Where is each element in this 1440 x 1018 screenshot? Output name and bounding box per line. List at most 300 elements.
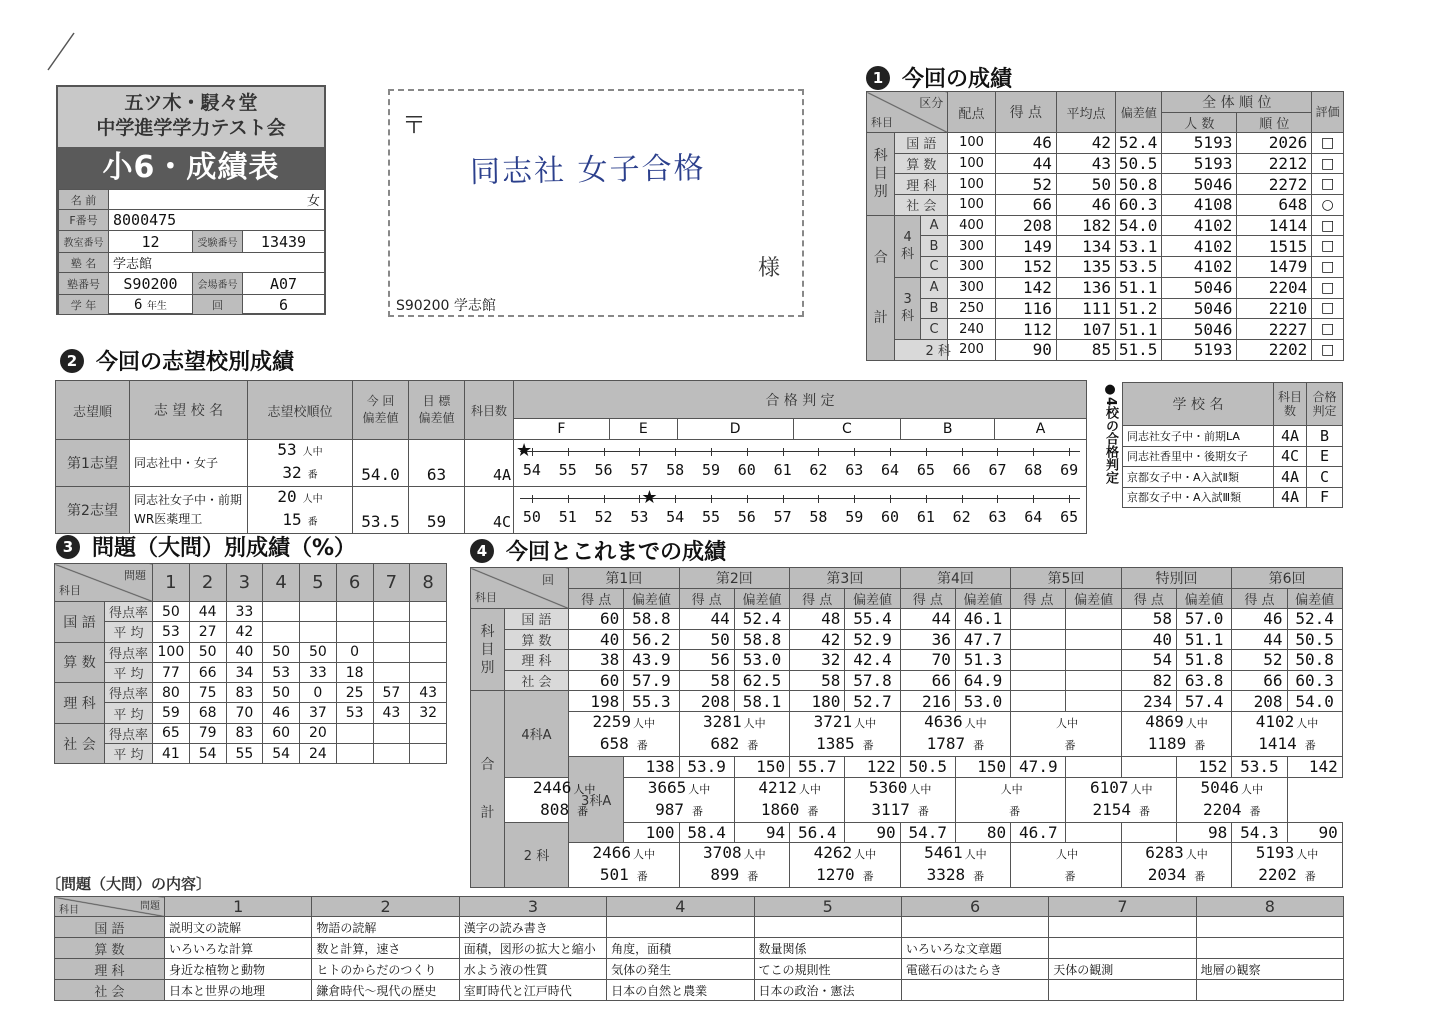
s1-hyoka-cell: ○ xyxy=(1312,195,1344,216)
s2-scale-label: 50 xyxy=(522,508,541,526)
s3-col-3: 3 xyxy=(226,564,263,602)
s4-total-tokuten: 150 xyxy=(955,756,1010,777)
postal-mark: 〒 xyxy=(402,111,426,139)
history-results-table xyxy=(470,567,1343,888)
s5-col-2: 2 xyxy=(312,897,459,917)
section3-heading: 問題（大問）別成績（%） xyxy=(92,536,357,561)
s3-cell: 53 xyxy=(336,703,373,723)
s4-rank-n-line xyxy=(680,712,790,734)
s1-hensachi-cell: 60.3 xyxy=(1116,195,1162,216)
s4-tokuten: 52 xyxy=(1232,650,1287,671)
s3-cell xyxy=(373,642,410,662)
s4-rank-n-unit: 人中 xyxy=(854,848,877,862)
s1-haiten-cell: 100 xyxy=(948,195,995,216)
s4-rank-n-unit: 人中 xyxy=(743,848,766,862)
s4-rank-r-line xyxy=(680,734,790,756)
s3-cell: 41 xyxy=(153,744,190,764)
s1-haiten-cell: 240 xyxy=(948,319,995,340)
s4-rank-r-unit: 番 xyxy=(1304,738,1316,752)
s4-rank-n: 3708 xyxy=(703,843,742,863)
s2-scale-label: 55 xyxy=(701,508,720,526)
s4-tokuten: 82 xyxy=(1121,670,1176,691)
s2-rank-r-line xyxy=(248,463,352,486)
s2-target-header-1: 目 標 xyxy=(422,394,451,408)
s3-kind: 得点率 xyxy=(105,723,153,743)
s1-haiten-cell: 100 xyxy=(948,174,995,195)
s2-scale-label: 66 xyxy=(952,461,971,479)
s4-total-hensa xyxy=(1066,691,1121,712)
s1-hensachi-cell: 53.5 xyxy=(1116,257,1162,278)
s1-tokuten-cell: 44 xyxy=(995,153,1056,174)
s4-rank-r-unit: 番 xyxy=(636,870,648,884)
s5-content: 日本の政治・憲法 xyxy=(754,980,901,1001)
s3-cell: 50 xyxy=(153,602,190,622)
s3-cell: 54 xyxy=(189,744,226,764)
s1-hyoka-cell: □ xyxy=(1312,257,1344,278)
s4-tokuten: 32 xyxy=(790,650,845,671)
s2-grade-row xyxy=(514,419,1087,440)
s4-rank-n: 3721 xyxy=(813,711,853,731)
s1-hyoka-cell: □ xyxy=(1312,215,1344,236)
s4-hensa xyxy=(1066,650,1121,671)
s3-kind: 得点率 xyxy=(105,602,153,622)
s4-rank-cell xyxy=(1011,711,1122,756)
s4-tokuten: 48 xyxy=(790,609,845,630)
s1-subject-name: C xyxy=(920,319,947,340)
s2-scale-tick xyxy=(890,495,891,503)
s1-tokuten-cell: 142 xyxy=(995,277,1056,298)
s4-subject-row xyxy=(471,670,1343,691)
four-school-side-text: 4校の合格判定 xyxy=(1103,397,1118,485)
name-label: 名 前 xyxy=(59,190,109,210)
s3-cell: 54 xyxy=(263,744,300,764)
s3-cell: 57 xyxy=(373,683,410,703)
s2-scale-label: 62 xyxy=(809,461,828,479)
s4-rank-n-line xyxy=(1066,778,1176,800)
s4-tokuten: 44 xyxy=(900,609,955,630)
s1-subject-name: B xyxy=(920,236,947,257)
s4-tokuten: 50 xyxy=(679,629,734,650)
s4-rank-r-line xyxy=(1232,865,1342,887)
s3-cell xyxy=(336,622,373,642)
s4-rank-n-unit: 人中 xyxy=(909,782,932,796)
exam-label: 受験番号 xyxy=(193,231,243,253)
fno-label: F番号 xyxy=(59,210,109,231)
s5-content xyxy=(1196,917,1343,938)
s2-order: 第2志望 xyxy=(56,487,130,534)
s1-tokuten-cell: 208 xyxy=(995,215,1056,236)
s4-rank-n-line xyxy=(1177,778,1287,800)
s2b-subj: 4A xyxy=(1274,487,1307,508)
juku-label: 塾 名 xyxy=(59,253,109,273)
s2-scale-label: 52 xyxy=(594,508,613,526)
s2-hensa-header-1: 今 回 xyxy=(366,394,395,408)
s4-rank-r-line xyxy=(569,865,679,887)
s4-rank-r-unit: 番 xyxy=(636,738,648,752)
s4-tokuten: 42 xyxy=(790,629,845,650)
s4-tokuten: 46 xyxy=(1232,609,1287,630)
s4-tokuten-header: 得 点 xyxy=(679,589,734,609)
s1-ninzu-cell: 5046 xyxy=(1162,298,1237,319)
s1-hyoka-cell: □ xyxy=(1312,277,1344,298)
s3-row xyxy=(55,723,447,743)
s2-scale-label: 68 xyxy=(1024,461,1043,479)
s2b-subj-header: 科目数 xyxy=(1274,383,1307,426)
s4-tokuten: 56 xyxy=(679,650,734,671)
s2-scale-tick xyxy=(604,495,605,503)
s1-juni-cell: 1515 xyxy=(1237,236,1312,257)
s1-row xyxy=(867,195,1344,216)
s1-juni-cell: 2212 xyxy=(1237,153,1312,174)
s1-tokuten-cell: 152 xyxy=(995,257,1056,278)
s4-rank-n-unit: 人中 xyxy=(633,848,656,862)
s4-rank-n-unit: 人中 xyxy=(798,782,821,796)
s4-rank-r-line xyxy=(569,734,679,756)
s2b-subj: 4A xyxy=(1274,426,1307,447)
s1-hensachi-header: 偏差値 xyxy=(1116,92,1162,133)
s2-school-header: 志 望 校 名 xyxy=(130,381,248,440)
s2-scale-label: 61 xyxy=(916,508,935,526)
s4-rank-r: 987 xyxy=(655,799,684,819)
venue-label: 会場番号 xyxy=(193,273,243,295)
s4-hensa: 50.8 xyxy=(1287,650,1342,671)
s1-group-subject: 科目別 xyxy=(867,133,895,216)
s2-rank-r: 15 xyxy=(282,510,302,529)
grade-label-c: C xyxy=(794,419,902,439)
s4-rank-r-line xyxy=(680,865,790,887)
preferred-school-table xyxy=(55,380,1087,534)
s2-rank-r-unit: 番 xyxy=(307,517,318,528)
s1-row xyxy=(867,298,1344,319)
s2-scale-label: 69 xyxy=(1060,461,1079,479)
s4-tokuten: 40 xyxy=(1121,629,1176,650)
s4-total-tokuten: 98 xyxy=(1177,822,1232,843)
s2-scale-tick xyxy=(783,495,784,503)
kai-value: 6 xyxy=(243,295,325,315)
s1-row xyxy=(867,339,1344,360)
s2-school xyxy=(130,440,248,487)
s4-total-hensa: 52.7 xyxy=(845,691,900,712)
s4-rank-cell xyxy=(1066,777,1177,822)
s3-row xyxy=(55,622,447,642)
s2-rank xyxy=(248,440,353,487)
s4-rank-cell xyxy=(1232,711,1343,756)
s1-haiten-header: 配点 xyxy=(948,92,995,133)
s4-tokuten: 44 xyxy=(679,609,734,630)
s4-rank-n: 5193 xyxy=(1255,843,1295,863)
s1-zentai-header: 全 体 順 位 xyxy=(1162,92,1312,113)
s4-rank-n-line xyxy=(1011,843,1121,865)
s4-rank-r-line xyxy=(790,865,900,887)
s1-haiten-cell: 100 xyxy=(948,153,995,174)
s4-total-hensa: 57.4 xyxy=(1177,691,1232,712)
s3-kind: 平 均 xyxy=(105,744,153,764)
s1-hensachi-cell: 54.0 xyxy=(1116,215,1162,236)
s2-scale-tick xyxy=(962,448,963,456)
s4-rank-cell xyxy=(790,711,901,756)
s1-hyoka-cell: □ xyxy=(1312,174,1344,195)
s4-hensa: 63.8 xyxy=(1177,670,1232,691)
s2b-school-header: 学 校 名 xyxy=(1123,383,1274,426)
s4-rank-n: 4102 xyxy=(1255,711,1295,731)
student-info-table xyxy=(58,189,325,315)
s4-hensa: 43.9 xyxy=(624,650,679,671)
s4-total-hensa: 53.0 xyxy=(955,691,1010,712)
s4-hensa: 52.4 xyxy=(1287,609,1342,630)
s4-kai-header: 第5回 xyxy=(1011,568,1122,589)
s4-rank-n-unit: 人中 xyxy=(1055,848,1078,862)
s4-rank-r: 808 xyxy=(540,799,570,819)
s3-kind: 得点率 xyxy=(105,642,153,662)
s2-hensa: 53.5 xyxy=(353,487,409,534)
s3-subject: 理 科 xyxy=(55,683,105,724)
s4-rank-r-unit: 番 xyxy=(1194,870,1206,884)
address-box xyxy=(388,89,804,317)
s1-hyoka-header: 評価 xyxy=(1312,92,1344,133)
s3-cell xyxy=(263,602,300,622)
s4-rank-n-line xyxy=(901,712,1011,734)
exam-value: 13439 xyxy=(243,231,325,253)
s4-rank-n-unit: 人中 xyxy=(964,848,987,862)
s1-subject-name: A xyxy=(920,215,947,236)
s4-tokuten: 44 xyxy=(1232,629,1287,650)
s5-col-4: 4 xyxy=(607,897,754,917)
s1-hensachi-cell: 51.1 xyxy=(1116,277,1162,298)
s2-scale-tick xyxy=(604,448,605,456)
s4-rank-r-unit: 番 xyxy=(1064,738,1076,752)
s2-subj-header: 科目数 xyxy=(465,381,514,440)
s3-cell xyxy=(373,662,410,682)
s4-rank-n-unit: 人中 xyxy=(1185,848,1208,862)
s4-rank-n: 3665 xyxy=(647,777,687,797)
s1-ninzu-cell: 4102 xyxy=(1162,215,1237,236)
s4-tokuten: 58 xyxy=(679,670,734,691)
kai-label: 回 xyxy=(193,295,243,315)
s4-total-hensa: 55.7 xyxy=(790,756,845,777)
s2-scale-label: 65 xyxy=(916,461,935,479)
room-label: 教室番号 xyxy=(59,231,109,253)
s4-rank-r: 682 xyxy=(710,733,740,753)
s4-rank-n-unit: 人中 xyxy=(743,716,766,730)
s5-content: 角度，面積 xyxy=(607,938,754,959)
s2-rank-r-unit: 番 xyxy=(307,470,318,481)
section4-title xyxy=(470,535,726,566)
s2-scale-tick xyxy=(997,495,998,503)
s4-rank-n: 5046 xyxy=(1200,777,1240,797)
s1-ninzu-cell: 5046 xyxy=(1162,319,1237,340)
s5-content xyxy=(1196,938,1343,959)
s3-kind: 得点率 xyxy=(105,683,153,703)
s2-rank-n: 53 xyxy=(277,440,297,459)
s2-row xyxy=(56,440,1087,487)
s4-rank-r: 1189 xyxy=(1147,733,1187,753)
s2-judge-scale xyxy=(514,440,1087,487)
s2-scale-label: 60 xyxy=(881,508,900,526)
s4-rank-r-unit: 番 xyxy=(691,804,703,818)
jukuno-value: S90200 xyxy=(109,273,193,295)
s1-tokuten-cell: 116 xyxy=(995,298,1056,319)
s4-total-row xyxy=(471,691,1343,712)
s4-total-tokuten xyxy=(1066,822,1121,843)
s5-corner xyxy=(55,897,165,917)
s3-col-2: 2 xyxy=(189,564,226,602)
grade-value: 6 xyxy=(134,296,143,313)
s1-haiten-cell: 300 xyxy=(948,257,995,278)
s2-scale-tick xyxy=(747,448,748,456)
current-results-table xyxy=(866,91,1344,361)
s3-cell xyxy=(300,622,337,642)
s3-cell: 60 xyxy=(263,723,300,743)
s5-content: 面積，図形の拡大と縮小 xyxy=(459,938,606,959)
s2b-row xyxy=(1123,426,1343,447)
s4-hensa xyxy=(1066,629,1121,650)
s1-row xyxy=(867,133,1344,154)
s3-cell: 0 xyxy=(300,683,337,703)
s4-tokuten: 38 xyxy=(569,650,624,671)
s3-cell: 27 xyxy=(189,622,226,642)
s4-total-tokuten: 142 xyxy=(1287,756,1342,777)
s2b-school: 同志社女子中・前期LA xyxy=(1123,426,1274,447)
s5-content: 気体の発生 xyxy=(607,959,754,980)
s1-hensachi-cell: 51.1 xyxy=(1116,319,1162,340)
s4-rank-cell xyxy=(790,843,901,888)
s4-rank-n-line xyxy=(1232,843,1342,865)
s3-cell xyxy=(373,744,410,764)
grade-label-a: A xyxy=(1035,421,1046,437)
s2-scale-tick xyxy=(675,495,676,503)
s5-col-8: 8 xyxy=(1196,897,1343,917)
s2-target-header xyxy=(409,381,465,440)
s5-col-5: 5 xyxy=(754,897,901,917)
s4-kai-header: 第3回 xyxy=(790,568,901,589)
s4-total-label: 4科A xyxy=(505,691,569,777)
s1-tokuten-cell: 149 xyxy=(995,236,1056,257)
s4-rank-n-line xyxy=(790,843,900,865)
s3-cell xyxy=(373,723,410,743)
s4-rank-n-line xyxy=(569,712,679,734)
s1-heikin-cell: 134 xyxy=(1056,236,1115,257)
s4-total-tokuten: 208 xyxy=(1232,691,1287,712)
s4-rank-cell xyxy=(900,843,1011,888)
s1-row xyxy=(867,257,1344,278)
s4-kamoku: 科目 xyxy=(475,591,497,604)
s4-total-tokuten: 138 xyxy=(624,756,679,777)
s4-tokuten: 70 xyxy=(900,650,955,671)
s2-scale-tick xyxy=(1033,495,1034,503)
s4-rank-n: 4262 xyxy=(813,843,853,863)
s4-total-hensa: 56.4 xyxy=(790,822,845,843)
s4-hensa: 46.1 xyxy=(955,609,1010,630)
s4-hensa: 57.8 xyxy=(845,670,900,691)
s1-tokuten-cell: 46 xyxy=(995,133,1056,154)
s4-rank-r-line xyxy=(901,734,1011,756)
s1-subject-name: 算 数 xyxy=(895,153,948,174)
s3-cell: 46 xyxy=(263,703,300,723)
s4-rank-r-unit: 番 xyxy=(1009,804,1021,818)
s4-rank-n: 4212 xyxy=(758,777,797,797)
s4-hensa: 64.9 xyxy=(955,670,1010,691)
s4-tokuten xyxy=(1011,670,1066,691)
s2-target: 59 xyxy=(409,487,465,534)
s4-rank-r-line xyxy=(790,734,900,756)
s1-juni-cell: 2026 xyxy=(1237,133,1312,154)
section4-heading: 今回とこれまでの成績 xyxy=(506,540,727,565)
s4-hensa xyxy=(1066,609,1121,630)
s4-total-tokuten: 180 xyxy=(790,691,845,712)
s4-total-tokuten xyxy=(1011,691,1066,712)
s5-content: 鎌倉時代〜現代の歴史 xyxy=(312,980,459,1001)
question-results-table xyxy=(54,563,447,764)
section4-number: 4 xyxy=(470,539,494,563)
s4-rank-n-line xyxy=(1232,712,1342,734)
s1-ninzu-cell: 5193 xyxy=(1162,133,1237,154)
s4-rank-r-unit: 番 xyxy=(747,870,759,884)
s3-cell xyxy=(410,642,447,662)
s2-rank-r-line xyxy=(248,510,352,533)
s4-rank-cell xyxy=(845,777,956,822)
s1-juni-header: 順 位 xyxy=(1237,113,1312,133)
s4-rank-r: 1270 xyxy=(816,865,855,885)
s4-subject-row xyxy=(471,629,1343,650)
s4-rank-n-unit: 人中 xyxy=(1185,716,1208,730)
s4-hensa: 58.8 xyxy=(624,609,679,630)
s4-hensa: 53.0 xyxy=(734,650,789,671)
s1-heikin-cell: 111 xyxy=(1056,298,1115,319)
s2-row xyxy=(56,487,1087,534)
s4-hensa-header: 偏差値 xyxy=(1177,589,1232,609)
s4-total-hensa: 53.9 xyxy=(679,756,734,777)
s1-ninzu-cell: 4102 xyxy=(1162,236,1237,257)
s2-scale-label: 54 xyxy=(522,461,541,479)
s3-cell: 37 xyxy=(300,703,337,723)
s2b-row xyxy=(1123,446,1343,467)
s3-cell xyxy=(373,602,410,622)
s2-school-line1: 同志社女子中・前期 xyxy=(134,493,243,507)
s3-cell: 66 xyxy=(189,662,226,682)
s4-rank-row xyxy=(471,843,1343,888)
s5-col-1: 1 xyxy=(165,897,312,917)
s2-scale-label: 60 xyxy=(737,461,756,479)
s3-row xyxy=(55,703,447,723)
s3-cell: 40 xyxy=(226,642,263,662)
s2-subj: 4C xyxy=(465,487,514,534)
s2-hensa-header-2: 偏差値 xyxy=(362,411,399,425)
s1-ninzu-cell: 4108 xyxy=(1162,195,1237,216)
s4-rank-n-line xyxy=(1011,712,1121,734)
s4-rank-cell xyxy=(955,777,1066,822)
s4-rank-n: 5461 xyxy=(924,843,963,863)
s2b-subj: 4A xyxy=(1274,467,1307,488)
s4-rank-cell xyxy=(734,777,845,822)
s4-kai-header: 第4回 xyxy=(900,568,1011,589)
s4-rank-n-unit: 人中 xyxy=(1055,716,1078,730)
s3-cell: 53 xyxy=(153,622,190,642)
s2b-school: 京都女子中・A入試Ⅱ類 xyxy=(1123,467,1274,488)
s4-rank-r-line xyxy=(1011,865,1121,887)
s4-rank-r: 501 xyxy=(599,865,629,885)
section2-heading: 今回の志望校別成績 xyxy=(96,350,295,375)
section1-heading: 今回の成績 xyxy=(902,67,1013,92)
s5-row xyxy=(55,917,1344,938)
s4-hensa: 58.8 xyxy=(734,629,789,650)
s3-subject: 国 語 xyxy=(55,602,105,643)
s2-scale-label: 61 xyxy=(773,461,792,479)
s4-hensa: 50.5 xyxy=(1287,629,1342,650)
s3-corner xyxy=(55,564,153,602)
s4-rank-r-unit: 番 xyxy=(577,804,589,818)
s1-heikin-cell: 42 xyxy=(1056,133,1115,154)
s4-rank-n-unit: 人中 xyxy=(1296,716,1319,730)
